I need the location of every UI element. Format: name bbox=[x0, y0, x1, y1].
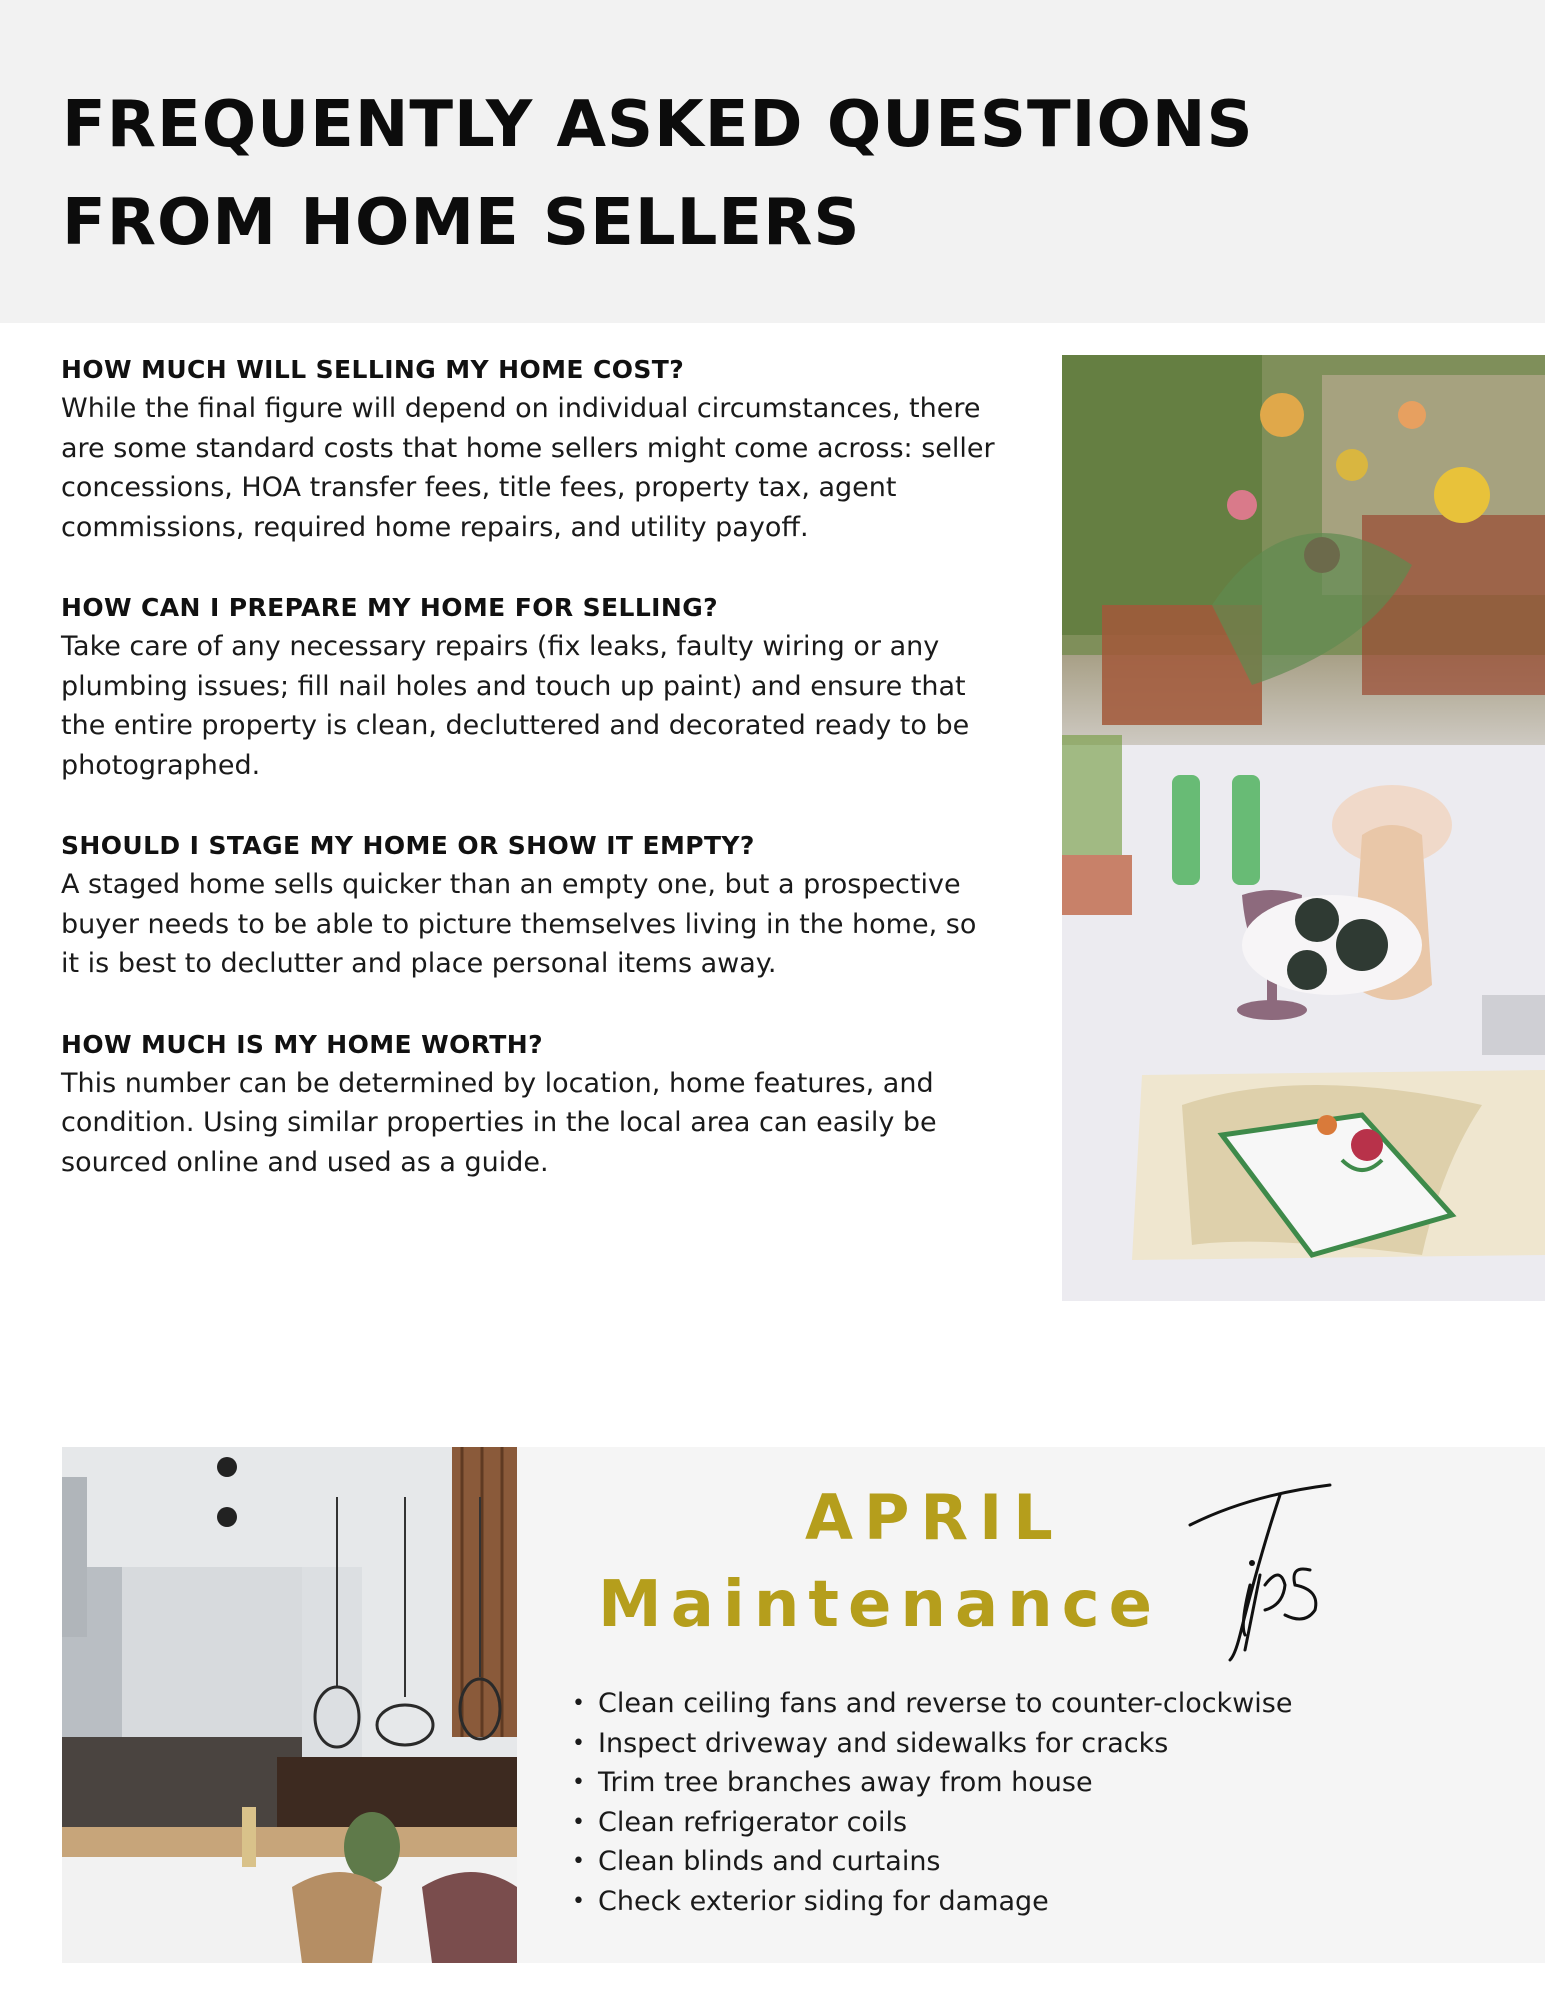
faq-item bbox=[61, 588, 1001, 785]
tips-list-item bbox=[572, 1724, 1472, 1764]
tips-list-item-text: Trim tree branches away from house bbox=[598, 1767, 1093, 1798]
faq-answer: A staged home sells quicker than an empty one, but a prospective buyer needs to be able to picture themselves living in the home, so it is best to declutter and place personal items away. bbox=[61, 869, 977, 979]
tips-month-heading: APRIL bbox=[805, 1481, 1064, 1554]
faq-question: SHOULD I STAGE MY HOME OR SHOW IT EMPTY? bbox=[61, 831, 755, 860]
bullet-icon: • bbox=[572, 1809, 585, 1835]
tips-list-item-text: Inspect driveway and sidewalks for cracks bbox=[598, 1727, 1169, 1759]
bullet-icon: • bbox=[572, 1888, 585, 1914]
faq-answer: While the final figure will depend on individual circumstances, there are some standard costs that home sellers might come across: seller concessions, HOA transfer fees, title fees, property tax, agent commissions, required home repairs, and utility payoff. bbox=[61, 393, 995, 543]
faq-question: HOW MUCH WILL SELLING MY HOME COST? bbox=[61, 355, 685, 384]
bullet-icon: • bbox=[572, 1730, 585, 1756]
tips-list-item-text: Clean ceiling fans and reverse to counter-clockwise bbox=[598, 1688, 1293, 1719]
faq-answer: This number can be determined by location, home features, and condition. Using similar properties in the local area can easily be sourced online and used as a guide. bbox=[61, 1067, 937, 1178]
tips-list-item bbox=[572, 1763, 1472, 1803]
page-title bbox=[62, 76, 1362, 272]
faq-section bbox=[61, 350, 1001, 1223]
faq-answer: Take care of any necessary repairs (fix leaks, faulty wiring or any plumbing issues; fill nail holes and touch up paint) and ensure that the entire property is clean, decluttered and decorated ready to be photographed. bbox=[61, 631, 970, 781]
bullet-icon: • bbox=[572, 1691, 585, 1716]
tips-list-item bbox=[572, 1882, 1472, 1922]
tips-list-item-text: Check exterior siding for damage bbox=[598, 1885, 1049, 1917]
tips-list bbox=[572, 1684, 1472, 1921]
bullet-icon: • bbox=[572, 1849, 585, 1874]
tips-maintenance-heading: Maintenance bbox=[598, 1568, 1162, 1642]
tips-list-item bbox=[572, 1803, 1472, 1843]
page-title-line-1: FREQUENTLY ASKED QUESTIONS bbox=[62, 88, 1254, 162]
tips-script-lettering bbox=[1180, 1465, 1360, 1669]
header-band bbox=[0, 0, 1545, 323]
faq-item bbox=[61, 826, 1001, 984]
table-setting-photo bbox=[1062, 355, 1545, 1301]
tips-list-item-text: Clean refrigerator coils bbox=[598, 1806, 908, 1838]
tips-list-item bbox=[572, 1684, 1472, 1724]
tips-list-item-text: Clean blinds and curtains bbox=[598, 1846, 941, 1877]
faq-item bbox=[61, 350, 1001, 547]
kitchen-photo bbox=[62, 1447, 517, 1963]
bullet-icon: • bbox=[572, 1770, 585, 1795]
faq-item bbox=[61, 1025, 1001, 1183]
faq-question: HOW CAN I PREPARE MY HOME FOR SELLING? bbox=[61, 593, 719, 622]
tips-list-item bbox=[572, 1842, 1472, 1882]
page-title-line-2: FROM HOME SELLERS bbox=[62, 186, 861, 260]
faq-question: HOW MUCH IS MY HOME WORTH? bbox=[61, 1029, 543, 1059]
